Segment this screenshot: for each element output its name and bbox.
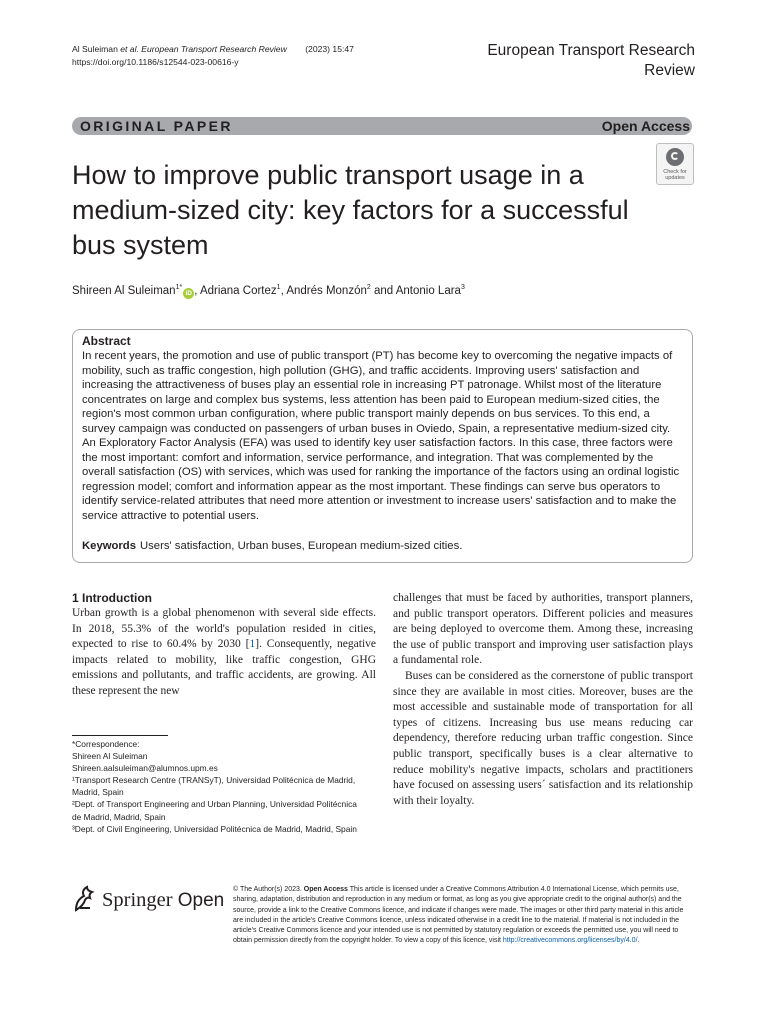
springer-open-wordmark (102, 887, 224, 914)
correspondence-label: *Correspondence: (72, 739, 140, 749)
citation-link[interactable]: 1 (249, 638, 256, 651)
paper-title: How to improve public transport usage in a medium-sized city: key factors for a successful bus system (72, 160, 629, 260)
license-copyright: © The Author(s) 2023. (233, 886, 304, 893)
abstract-text: In recent years, the promotion and use of public transport (PT) has become key to overcoming the negative impacts of mobility, such as traffic congestion, high pollution (GHG), and traffic accidents. Improving users' satisfaction and increasing the attractiveness of buses play an essential role in increasing PT patronage. Whilst most of the literature concentrates on large and complex bus systems, less attention has been paid to European medium-sized cities, the region's most common urban configuration, where public transport mainly depends on bus services. To this end, a survey campaign was conducted on passengers of urban buses in Oviedo, Spain, a representative medium-sized city. An Exploratory Factor Analysis (EFA) was used to identify key user satisfaction factors. In this case, three factors were the most important: comfort and information, service performance, and integration. That was complemented by the overall satisfaction (OS) with services, which was used for ranking the importance of the factors using an ordinal logistic regression model; comfort and information appear as the most important. These findings can serve bus operators to identify service-related attributes that need more attention or investment to increase users' satisfaction and to make the service attractive to potential users. (82, 350, 680, 522)
abstract-heading: Abstract (82, 334, 131, 348)
affiliation-1: ¹Transport Research Centre (TRANSyT), Universidad Politécnica de Madrid, Madrid, Spain (72, 775, 356, 798)
header-doi-link[interactable]: https://doi.org/10.1186/s12544-023-00616-y (72, 57, 239, 67)
footnotes (72, 738, 362, 835)
author-affiliation-mark: 1 (276, 284, 281, 292)
author-name[interactable]: Shireen Al Suleiman (72, 285, 176, 297)
body-column-right (393, 591, 693, 809)
author-affiliation-mark: 2 (366, 284, 371, 292)
correspondence-name: Shireen Al Suleiman (72, 751, 148, 762)
license-link[interactable]: http://creativecommons.org/licenses/by/4.0/ (502, 937, 638, 945)
journal-name: European Transport Research Review (487, 42, 695, 79)
author-name[interactable]: , Adriana Cortez (194, 285, 277, 297)
paragraph: challenges that must be faced by authorities, transport planners, and public transport operators. Different policies and measures are being deployed to overcome them. Among these, increasing the use of public transport and improving user satisfaction plays a fundamental role. (393, 592, 693, 667)
header-year-page: (2023) 15:47 (305, 44, 354, 54)
author-list (72, 283, 672, 299)
license-text: This article is licensed under a Creative Commons Attribution 4.0 International License, which permits use, sharing, adaptation, distribution and reproduction in any medium or format, as long as you give appropriate credit to the original author(s) and the source, provide a link to the Creative Commons licence, and indicate if changes were made. The images or other third party material in this article are included in the article's Creative Commons licence, unless indicated otherwise in a credit line to the material. If material is not included in the article's Creative Commons licence and your intended use is not permitted by statutory regulation or exceeds the permitted use, you will need to obtain permission directly from the copyright holder. To view a copy of this licence, visit (233, 886, 684, 945)
open-access-label: Open Access (601, 118, 690, 134)
publisher-open: Open (177, 890, 225, 911)
license-notice (233, 885, 695, 947)
orcid-icon[interactable]: iD (183, 288, 194, 299)
check-updates-text: Check for updates (663, 169, 687, 181)
publisher-name: Springer (102, 889, 173, 911)
keywords-label: Keywords (82, 540, 136, 552)
body-column-left (72, 606, 376, 700)
springer-horse-icon (72, 884, 96, 914)
author-affiliation-mark: 1* (175, 284, 183, 292)
footnote-divider (72, 735, 168, 736)
check-for-updates-badge[interactable] (656, 143, 694, 185)
section-heading: 1 Introduction (72, 591, 152, 605)
article-type-label: ORIGINAL PAPER (80, 118, 233, 134)
license-open-access: Open Access (303, 886, 348, 893)
affiliation-3: ³Dept. of Civil Engineering, Universidad Politécnica de Madrid, Madrid, Spain (72, 823, 357, 834)
keywords-text: Users' satisfaction, Urban buses, European medium-sized cities. (140, 540, 463, 552)
header-author: Al Suleiman (72, 44, 118, 54)
header-journal-citation: et al. European Transport Research Review (120, 44, 287, 54)
correspondence-email[interactable]: Shireen.aalsuleiman@alumnos.upm.es (72, 763, 218, 774)
paragraph-text: Urban growth is a global phenomenon with several side effects. In 2018, 55.3% of the world's population resided in cities, expected to rise to 60.4% by 2030 [ (72, 607, 376, 651)
keywords-line (82, 539, 686, 554)
license-end: . (637, 937, 640, 945)
author-name[interactable]: , Andrés Monzón (280, 285, 367, 297)
author-name[interactable]: and Antonio Lara (370, 285, 461, 297)
author-affiliation-mark: 3 (460, 284, 465, 292)
paragraph-text: ]. Consequently, negative impacts related to mobility, like traffic congestion, GHG emissions and pollutants, and traffic accidents, are growing. All these represent the new (72, 638, 377, 697)
affiliation-2: ²Dept. of Transport Engineering and Urban Planning, Universidad Politécnica de Madrid, Madrid, Spain (72, 799, 357, 822)
running-header (72, 43, 354, 69)
check-updates-icon (666, 148, 684, 166)
paragraph: Buses can be considered as the cornerstone of public transport since they are available in most cities. Moreover, buses are the most accessible and sustainable mode of transportation for all types of citizens. Increasing bus use means reducing car dependency, therefore reducing urban traffic congestion. Since public transport, specifically buses is a clear alternative to reduce mobility's negative impacts, scholars and practitioners have focused on assessing users´ satisfaction and its relationship with their loyalty. (393, 669, 693, 807)
paragraph (72, 606, 376, 700)
